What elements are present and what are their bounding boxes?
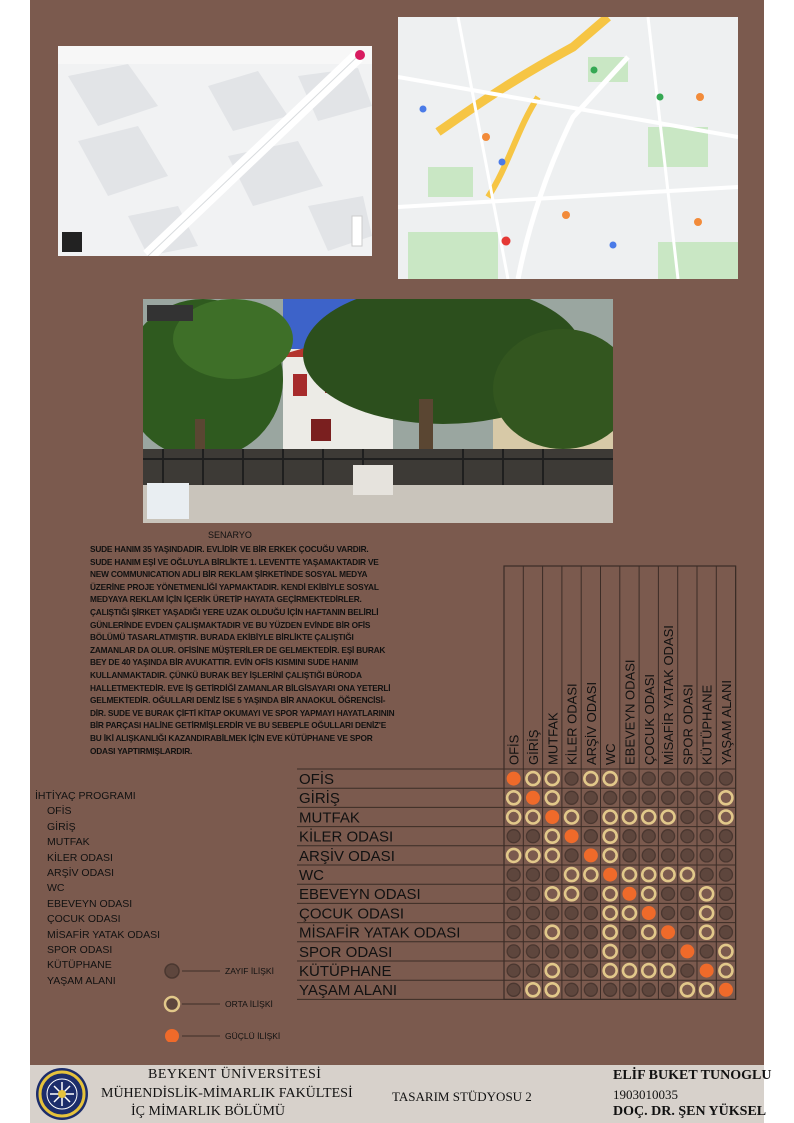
- needs-program-item: WC: [47, 882, 65, 895]
- matrix-relation-circle: [662, 907, 675, 920]
- footer-instructor: DOÇ. DR. ŞEN YÜKSEL: [613, 1104, 767, 1119]
- matrix-relation-circle: [719, 964, 732, 977]
- matrix-relation-circle: [642, 849, 655, 862]
- matrix-relation-circle: [604, 907, 617, 920]
- matrix-relation-circle: [719, 772, 732, 785]
- matrix-relation-circle: [507, 887, 520, 900]
- matrix-relation-circle: [584, 887, 597, 900]
- matrix-relation-circle: [681, 983, 694, 996]
- matrix-relation-circle: [680, 944, 694, 958]
- matrix-relation-circle: [719, 830, 732, 843]
- matrix-relation-circle: [719, 907, 732, 920]
- matrix-relation-circle: [700, 887, 713, 900]
- matrix-relation-circle: [604, 811, 617, 824]
- matrix-relation-circle: [681, 964, 694, 977]
- matrix-relation-circle: [565, 829, 579, 843]
- scenario-line: KULLANMAKTADIR. ÇÜNKÜ BURAK BEY İŞLERİNİ ÇALIŞTIĞI BÜRODA: [90, 669, 362, 680]
- matrix-column-label: WC: [603, 743, 619, 765]
- matrix-column-label: GİRİŞ: [525, 729, 541, 765]
- scenario-line: DİR. SUDE VE BURAK ÇİFTİ KİTAP OKUMAYI VE SPOR YAPMAYI HAYATLARININ: [90, 707, 395, 718]
- matrix-relation-circle: [507, 907, 520, 920]
- matrix-column-label: KÜTÜPHANE: [699, 684, 715, 765]
- matrix-row-label: EBEVEYN ODASI: [299, 886, 421, 904]
- needs-program-item: MUTFAK: [47, 836, 90, 849]
- matrix-relation-circle: [700, 849, 713, 862]
- matrix-relation-circle: [700, 772, 713, 785]
- matrix-relation-circle: [719, 811, 732, 824]
- matrix-relation-circle: [662, 830, 675, 843]
- matrix-column-label: KİLER ODASI: [564, 683, 580, 765]
- matrix-relation-circle: [565, 907, 578, 920]
- matrix-relation-circle: [565, 887, 578, 900]
- needs-program-item: ÇOCUK ODASI: [47, 913, 121, 926]
- matrix-relation-circle: [565, 926, 578, 939]
- matrix-relation-circle: [623, 791, 636, 804]
- matrix-relation-circle: [584, 811, 597, 824]
- matrix-relation-circle: [700, 907, 713, 920]
- legend-weak-label: ZAYIF İLİŞKİ: [225, 966, 274, 976]
- matrix-row-label: ÇOCUK ODASI: [299, 905, 405, 923]
- footer-course: TASARIM STÜDYOSU 2: [392, 1089, 532, 1104]
- matrix-relation-circle: [681, 791, 694, 804]
- matrix-column-label: MİSAFİR YATAK ODASI: [661, 625, 677, 765]
- scenario-line: BEY DE 40 YAŞINDA BİR AVUKATTIR. EVİN OFİS KISMINI SUDE HANIM: [90, 657, 358, 668]
- matrix-relation-circle: [623, 772, 636, 785]
- matrix-relation-circle: [507, 791, 520, 804]
- scenario-title: SENARYO: [208, 530, 252, 540]
- matrix-relation-circle: [507, 945, 520, 958]
- matrix-relation-circle: [719, 887, 732, 900]
- matrix-relation-circle: [719, 983, 733, 997]
- matrix-relation-circle: [584, 868, 597, 881]
- matrix-column-label: SPOR ODASI: [680, 684, 696, 765]
- matrix-relation-circle: [526, 772, 539, 785]
- matrix-row-label: SPOR ODASI: [299, 943, 393, 961]
- matrix-relation-circle: [546, 945, 559, 958]
- matrix-relation-circle: [719, 849, 732, 862]
- matrix-relation-circle: [584, 848, 598, 862]
- matrix-relation-circle: [507, 772, 521, 786]
- matrix-relation-circle: [526, 887, 539, 900]
- scenario-line: SUDE HANIM EŞİ VE OĞLUYLA BİRLİKTE 1. LEVENTTE YAŞAMAKTADIR VE: [90, 556, 379, 567]
- footer-university: BEYKENT ÜNİVERSİTESİ: [148, 1067, 322, 1082]
- needs-program-item: GİRİŞ: [47, 820, 76, 833]
- matrix-relation-circle: [642, 868, 655, 881]
- matrix-relation-circle: [526, 945, 539, 958]
- matrix-relation-circle: [546, 887, 559, 900]
- footer-student: ELİF BUKET TUNOGLU: [613, 1068, 772, 1083]
- matrix-relation-circle: [565, 983, 578, 996]
- matrix-relation-circle: [584, 907, 597, 920]
- matrix-relation-circle: [526, 811, 539, 824]
- footer-student-number: 1903010035: [613, 1087, 678, 1102]
- scenario-line: ÜZERİNE PROJE YÖNETMENLİĞİ YAPMAKTADIR. KENDİ EKİBİYLE SOSYAL: [90, 581, 379, 592]
- matrix-relation-circle: [700, 964, 714, 978]
- matrix-relation-circle: [719, 945, 732, 958]
- matrix-relation-circle: [681, 926, 694, 939]
- matrix-relation-circle: [584, 945, 597, 958]
- matrix-relation-circle: [507, 830, 520, 843]
- matrix-column-label: OFİS: [506, 734, 522, 765]
- matrix-column-label: ÇOCUK ODASI: [641, 673, 657, 765]
- matrix-relation-circle: [507, 868, 520, 881]
- matrix-relation-circle: [700, 830, 713, 843]
- matrix-relation-circle: [719, 926, 732, 939]
- matrix-relation-circle: [526, 791, 540, 805]
- needs-program-item: OFİS: [47, 805, 72, 818]
- matrix-relation-circle: [719, 868, 732, 881]
- matrix-relation-circle: [546, 830, 559, 843]
- scenario-line: GÜNLERİNDE EVDEN ÇALIŞMAKTADIR VE BU YÜZDEN EVİNDE BİR OFİS: [90, 619, 371, 630]
- matrix-column-label: EBEVEYN ODASI: [622, 659, 638, 765]
- matrix-row-label: MİSAFİR YATAK ODASI: [299, 924, 461, 942]
- needs-program-item: MİSAFİR YATAK ODASI: [47, 928, 160, 941]
- matrix-column-label: YAŞAM ALANI: [718, 679, 734, 765]
- matrix-relation-circle: [662, 983, 675, 996]
- matrix-relation-circle: [623, 945, 636, 958]
- matrix-relation-circle: [565, 849, 578, 862]
- matrix-relation-circle: [623, 926, 636, 939]
- matrix-relation-circle: [700, 811, 713, 824]
- matrix-relation-circle: [642, 906, 656, 920]
- matrix-relation-circle: [700, 791, 713, 804]
- matrix-relation-circle: [584, 830, 597, 843]
- matrix-relation-circle: [546, 849, 559, 862]
- matrix-relation-circle: [623, 907, 636, 920]
- matrix-row-label: GİRİŞ: [299, 790, 340, 808]
- matrix-relation-circle: [546, 983, 559, 996]
- scenario-line: MEDYAYA REKLAM İÇİN İÇERİK ÜRETİP HAYATA GEÇİRMEKTEDİRLER.: [90, 594, 362, 605]
- matrix-relation-circle: [662, 887, 675, 900]
- matrix-relation-circle: [604, 887, 617, 900]
- matrix-relation-circle: [662, 791, 675, 804]
- matrix-relation-circle: [526, 983, 539, 996]
- matrix-relation-circle: [700, 868, 713, 881]
- matrix-relation-circle: [700, 983, 713, 996]
- needs-program-item: EBEVEYN ODASI: [47, 897, 133, 910]
- needs-program-item: YAŞAM ALANI: [47, 974, 116, 987]
- matrix-relation-circle: [604, 983, 617, 996]
- needs-program-item: SPOR ODASI: [47, 944, 113, 957]
- footer-faculty: MÜHENDİSLİK-MİMARLIK FAKÜLTESİ: [101, 1086, 353, 1101]
- matrix-relation-circle: [681, 868, 694, 881]
- needs-program-item: KİLER ODASI: [47, 851, 113, 864]
- matrix-relation-circle: [584, 926, 597, 939]
- matrix-relation-circle: [623, 983, 636, 996]
- scenario-line: HALLETMEKTEDİR. EVE İŞ GETİRDİĞİ ZAMANLAR BİLGİSAYARI ONA YETERLİ: [90, 682, 391, 693]
- matrix-relation-circle: [507, 983, 520, 996]
- matrix-row-label: WC: [299, 867, 324, 884]
- scenario-line: BÖLÜMÜ TASARLATMIŞTIR. BURADA EKİBİYLE BİRLİKTE ÇALIŞTIĞI: [90, 632, 354, 643]
- matrix-relation-circle: [526, 907, 539, 920]
- matrix-relation-circle: [565, 772, 578, 785]
- legend-strong-label: GÜÇLÜ İLİŞKİ: [225, 1031, 281, 1041]
- matrix-relation-circle: [584, 983, 597, 996]
- scenario-line: BU İKİ ALIŞKANLIĞI KAZANDIRABİLMEK İÇİN EVE KÜTÜPHANE VE SPOR: [90, 732, 373, 743]
- matrix-relation-circle: [662, 772, 675, 785]
- matrix-relation-circle: [507, 849, 520, 862]
- matrix-relation-circle: [642, 983, 655, 996]
- matrix-relation-circle: [623, 964, 636, 977]
- matrix-relation-circle: [662, 811, 675, 824]
- scenario-line: ÇALIŞTIĞI ŞİRKET YAŞADIĞI YERE UZAK OLDUĞU İÇİN HAFTANIN BELİRLİ: [90, 606, 379, 617]
- scenario-line: BİR PARÇASI HALİNE GETİRMİŞLERDİR VE BU SEBEPLE OĞULLARI DENİZ'E: [90, 720, 387, 731]
- matrix-column-label: MUTFAK: [545, 712, 561, 765]
- matrix-relation-circle: [662, 868, 675, 881]
- scenario-line: NEW COMMUNICATION ADLI BİR REKLAM ŞİRKETİNDE SOSYAL MEDYA: [90, 569, 368, 580]
- matrix-relation-circle: [507, 811, 520, 824]
- matrix-relation-circle: [526, 830, 539, 843]
- matrix-relation-circle: [545, 810, 559, 824]
- matrix-relation-circle: [565, 791, 578, 804]
- matrix-relation-circle: [604, 830, 617, 843]
- needs-program-title: İHTİYAÇ PROGRAMI: [35, 790, 136, 802]
- matrix-relation-circle: [584, 772, 597, 785]
- matrix-relation-circle: [662, 849, 675, 862]
- matrix-relation-circle: [662, 945, 675, 958]
- matrix-relation-circle: [565, 945, 578, 958]
- matrix-row-label: OFİS: [299, 771, 335, 788]
- matrix-row-label: KÜTÜPHANE: [299, 963, 392, 980]
- footer-department: İÇ MİMARLIK BÖLÜMÜ: [131, 1104, 285, 1119]
- matrix-relation-circle: [584, 964, 597, 977]
- matrix-relation-circle: [565, 811, 578, 824]
- matrix-relation-circle: [546, 791, 559, 804]
- matrix-relation-circle: [526, 868, 539, 881]
- matrix-row-label: MUTFAK: [299, 809, 360, 827]
- matrix-relation-circle: [526, 926, 539, 939]
- matrix-relation-circle: [642, 791, 655, 804]
- needs-program-item: KÜTÜPHANE: [47, 959, 112, 972]
- matrix-relation-circle: [642, 926, 655, 939]
- matrix-relation-circle: [604, 945, 617, 958]
- matrix-relation-circle: [622, 887, 636, 901]
- matrix-relation-circle: [681, 772, 694, 785]
- matrix-relation-circle: [719, 791, 732, 804]
- university-logo-icon: [33, 1066, 91, 1122]
- matrix-relation-circle: [565, 868, 578, 881]
- matrix-relation-circle: [623, 849, 636, 862]
- matrix-relation-circle: [604, 849, 617, 862]
- matrix-relation-circle: [604, 791, 617, 804]
- matrix-relation-circle: [507, 926, 520, 939]
- matrix-relation-circle: [681, 830, 694, 843]
- matrix-relation-circle: [642, 945, 655, 958]
- matrix-relation-circle: [584, 791, 597, 804]
- matrix-row-label: YAŞAM ALANI: [299, 982, 398, 1000]
- matrix-relation-circle: [623, 868, 636, 881]
- matrix-relation-circle: [604, 964, 617, 977]
- matrix-relation-circle: [661, 925, 675, 939]
- matrix-row-label: ARŞİV ODASI: [299, 847, 395, 865]
- matrix-relation-circle: [681, 887, 694, 900]
- matrix-relation-circle: [623, 830, 636, 843]
- scenario-line: GELMEKTEDİR. OĞULLARI DENİZ İSE 5 YAŞINDA BİR ANAOKUL ÖĞRENCİSİ-: [90, 695, 386, 706]
- matrix-relation-circle: [603, 868, 617, 882]
- scenario-line: ZAMANLAR DA OLUR. OFİSİNE MÜŞTERİLER DE GELMEKTEDİR. EŞİ BURAK: [90, 644, 386, 655]
- needs-program-item: ARŞİV ODASI: [47, 867, 115, 880]
- matrix-relation-circle: [642, 964, 655, 977]
- legend-medium-label: ORTA İLİŞKİ: [225, 999, 273, 1009]
- matrix-relation-circle: [681, 907, 694, 920]
- matrix-relation-circle: [642, 811, 655, 824]
- matrix-relation-circle: [700, 945, 713, 958]
- matrix-relation-circle: [526, 849, 539, 862]
- matrix-column-label: ARŞİV ODASI: [583, 681, 599, 765]
- matrix-relation-circle: [507, 964, 520, 977]
- matrix-relation-circle: [526, 964, 539, 977]
- matrix-relation-circle: [700, 926, 713, 939]
- scenario-line: ODASI YAPTIRMIŞLARDIR.: [90, 745, 193, 756]
- matrix-relation-circle: [604, 926, 617, 939]
- matrix-row-label: KİLER ODASI: [299, 828, 394, 846]
- matrix-relation-circle: [623, 811, 636, 824]
- matrix-relation-circle: [642, 887, 655, 900]
- matrix-relation-circle: [662, 964, 675, 977]
- matrix-relation-circle: [546, 964, 559, 977]
- matrix-relation-circle: [642, 772, 655, 785]
- matrix-relation-circle: [681, 811, 694, 824]
- matrix-relation-circle: [546, 907, 559, 920]
- matrix-relation-circle: [546, 868, 559, 881]
- matrix-relation-circle: [546, 926, 559, 939]
- matrix-relation-circle: [642, 830, 655, 843]
- matrix-relation-circle: [681, 849, 694, 862]
- matrix-relation-circle: [565, 964, 578, 977]
- matrix-relation-circle: [546, 772, 559, 785]
- scenario-line: SUDE HANIM 35 YAŞINDADIR. EVLİDİR VE BİR ERKEK ÇOCUĞU VARDIR.: [90, 544, 369, 554]
- matrix-relation-circle: [604, 772, 617, 785]
